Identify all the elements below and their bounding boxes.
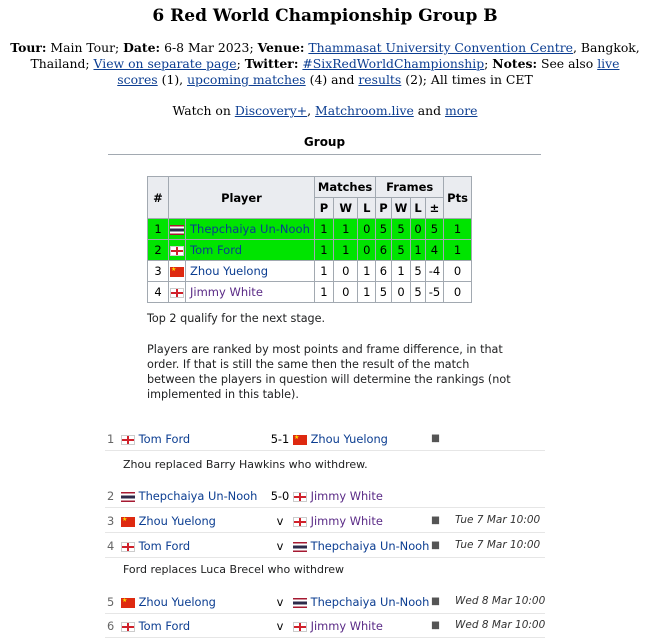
matches-won: 1	[334, 240, 358, 261]
china-flag-icon	[170, 267, 184, 277]
england-flag-icon	[121, 435, 135, 445]
separate-page-link[interactable]: View on separate page	[93, 56, 237, 71]
frames-lost: 1	[411, 240, 425, 261]
header-played: P	[314, 198, 333, 219]
player-cell	[186, 282, 315, 303]
player-cell	[186, 261, 315, 282]
section-heading-group: Group	[108, 135, 541, 155]
discovery-link[interactable]: Discovery+	[234, 103, 308, 118]
player-two	[293, 595, 429, 609]
notes-label: Notes:	[492, 56, 538, 71]
player-cell	[186, 219, 315, 240]
player-two-link[interactable]: Jimmy White	[310, 514, 383, 528]
header-frame-difference: ±	[425, 198, 443, 219]
points: 1	[444, 240, 472, 261]
player-link[interactable]: Jimmy White	[190, 285, 263, 299]
thailand-flag-icon	[170, 225, 184, 235]
rank: 4	[148, 282, 169, 303]
frames-lost: 5	[411, 261, 425, 282]
player-two	[293, 432, 388, 446]
china-flag-icon	[121, 598, 135, 608]
china-flag-icon	[121, 517, 135, 527]
frame-difference: -5	[425, 282, 443, 303]
match-row	[105, 535, 545, 558]
rank: 1	[148, 219, 169, 240]
player-link[interactable]: Zhou Yuelong	[190, 264, 269, 278]
player-one	[121, 539, 190, 553]
player-two-link[interactable]: Thepchaiya Un-Nooh	[310, 539, 430, 553]
frames-won: 5	[391, 240, 411, 261]
match-row	[105, 615, 545, 638]
header-points: Pts	[444, 177, 472, 219]
flag-cell	[169, 219, 186, 240]
player-cell	[186, 240, 315, 261]
ranking-note: Players are ranked by most points and frame difference, in that order. If that is still the same then the result of the match between the players in question will determine the rankings (not implemented in this table).	[147, 343, 511, 401]
player-two	[293, 514, 383, 528]
player-one-link[interactable]: Tom Ford	[138, 539, 191, 553]
match-number: 3	[107, 514, 115, 528]
england-flag-icon	[293, 517, 307, 527]
tour-label: Tour:	[10, 40, 47, 55]
header-frames-won: W	[391, 198, 411, 219]
header-won: W	[334, 198, 358, 219]
thailand-flag-icon	[121, 492, 135, 502]
matches-played: 1	[314, 261, 333, 282]
rank: 3	[148, 261, 169, 282]
header-frames-lost: L	[411, 198, 425, 219]
header-lost: L	[358, 198, 376, 219]
matches-won: 0	[334, 282, 358, 303]
match-result: v	[276, 595, 284, 609]
points: 0	[444, 282, 472, 303]
china-flag-icon	[293, 435, 307, 445]
video-icon[interactable]: ▮▮	[431, 515, 439, 526]
upcoming-matches-link[interactable]: upcoming matches	[187, 72, 306, 87]
venue-label: Venue:	[257, 40, 305, 55]
date-label: Date:	[123, 40, 161, 55]
matches-won: 0	[334, 261, 358, 282]
frames-won: 0	[391, 282, 411, 303]
player-one-link[interactable]: Zhou Yuelong	[138, 595, 216, 609]
player-one-link[interactable]: Tom Ford	[138, 619, 191, 633]
points: 1	[444, 219, 472, 240]
match-result: v	[276, 619, 284, 633]
table-row	[148, 219, 472, 240]
match-result: v	[276, 539, 284, 553]
match-result: v	[276, 514, 284, 528]
match-number: 4	[107, 539, 115, 553]
player-two-link[interactable]: Jimmy White	[310, 489, 383, 503]
twitter-label: Twitter:	[244, 56, 299, 71]
frames-lost: 0	[411, 219, 425, 240]
match-time: Tue 7 Mar 10:00	[455, 514, 541, 526]
more-link[interactable]: more	[445, 103, 478, 118]
notes-text: See also	[540, 56, 594, 71]
match-row	[105, 428, 545, 451]
match-note: Ford replaces Luca Brecel who withdrew	[123, 563, 345, 576]
qualify-note: Top 2 qualify for the next stage.	[147, 312, 326, 325]
frames-played: 5	[376, 219, 391, 240]
match-result: 5-0	[270, 489, 290, 503]
match-row	[105, 485, 545, 508]
twitter-hashtag-link[interactable]: #SixRedWorldChampionship	[302, 56, 485, 71]
england-flag-icon	[121, 542, 135, 552]
comma: ,	[307, 103, 312, 118]
rank: 2	[148, 240, 169, 261]
player-one	[121, 514, 216, 528]
player-one	[121, 619, 190, 633]
player-two-link[interactable]: Zhou Yuelong	[310, 432, 388, 446]
frames-won: 5	[391, 219, 411, 240]
group-standings-table	[147, 176, 472, 303]
england-flag-icon	[170, 246, 184, 256]
match-number: 5	[107, 595, 115, 609]
match-row	[105, 510, 545, 533]
player-link[interactable]: Thepchaiya Un-Nooh	[190, 222, 310, 236]
live-count: (1),	[161, 72, 184, 87]
player-two	[293, 489, 383, 503]
header-frames: Frames	[376, 177, 444, 198]
table-row	[148, 240, 472, 261]
match-time: Tue 7 Mar 10:00	[455, 539, 541, 551]
date-value: 6-8 Mar 2023;	[164, 40, 254, 55]
player-one-link[interactable]: Thepchaiya Un-Nooh	[138, 489, 258, 503]
player-two	[293, 539, 429, 553]
frames-played: 5	[376, 282, 391, 303]
player-one	[121, 489, 257, 503]
video-icon[interactable]: ▮▮	[431, 540, 439, 551]
thailand-flag-icon	[293, 542, 307, 552]
matches-played: 1	[314, 282, 333, 303]
frame-difference: 4	[425, 240, 443, 261]
matches-won: 1	[334, 219, 358, 240]
player-two	[293, 619, 383, 633]
matches-lost: 0	[358, 240, 376, 261]
player-link[interactable]: Tom Ford	[190, 243, 243, 257]
header-rank: #	[148, 177, 169, 219]
frames-played: 6	[376, 261, 391, 282]
player-one	[121, 595, 216, 609]
separator: ;	[484, 56, 489, 71]
page-title: 6 Red World Championship Group B	[152, 6, 498, 26]
flag-cell	[169, 282, 186, 303]
player-one	[121, 432, 190, 446]
frame-difference: -4	[425, 261, 443, 282]
england-flag-icon	[170, 288, 184, 298]
match-time: Wed 8 Mar 10:00	[455, 595, 546, 607]
event-info	[10, 40, 640, 88]
frames-won: 1	[391, 261, 411, 282]
header-player: Player	[169, 177, 315, 219]
thailand-flag-icon	[293, 598, 307, 608]
match-result: 5-1	[270, 432, 290, 446]
tour-value: Main Tour;	[50, 40, 120, 55]
matches-played: 1	[314, 219, 333, 240]
frames-lost: 5	[411, 282, 425, 303]
separator: ;	[236, 56, 241, 71]
matchroom-link[interactable]: Matchroom.live	[315, 103, 414, 118]
video-icon[interactable]: ▮▮	[431, 596, 439, 607]
frame-difference: 5	[425, 219, 443, 240]
video-icon[interactable]: ▮▮	[431, 620, 439, 631]
player-one-link[interactable]: Zhou Yuelong	[138, 514, 216, 528]
frames-played: 6	[376, 240, 391, 261]
table-row	[148, 282, 472, 303]
results-link[interactable]: results	[358, 72, 402, 87]
player-two-link[interactable]: Jimmy White	[310, 619, 383, 633]
header-frames-played: P	[376, 198, 391, 219]
venue-link[interactable]: Thammasat University Convention Centre	[308, 40, 574, 55]
points: 0	[444, 261, 472, 282]
match-time: Wed 8 Mar 10:00	[455, 619, 546, 631]
flag-cell	[169, 261, 186, 282]
results-count: (2); All times in CET	[405, 72, 533, 87]
match-number: 1	[107, 432, 115, 446]
matches-lost: 1	[358, 282, 376, 303]
matches-played: 1	[314, 240, 333, 261]
flag-cell	[169, 240, 186, 261]
match-note: Zhou replaced Barry Hawkins who withdrew.	[123, 458, 368, 471]
upcoming-count: (4) and	[309, 72, 355, 87]
header-matches: Matches	[314, 177, 375, 198]
watch-and: and	[417, 103, 442, 118]
england-flag-icon	[121, 622, 135, 632]
match-number: 6	[107, 619, 115, 633]
match-row	[105, 591, 545, 614]
player-two-link[interactable]: Thepchaiya Un-Nooh	[310, 595, 430, 609]
matches-lost: 0	[358, 219, 376, 240]
venue-location: , Bangkok, Thailand;	[30, 40, 640, 71]
watch-prefix: Watch on	[172, 103, 231, 118]
table-row	[148, 261, 472, 282]
video-icon[interactable]: ▮▮	[431, 433, 439, 444]
watch-on	[0, 103, 650, 118]
live-scores-link[interactable]: live scores	[117, 56, 620, 87]
england-flag-icon	[293, 622, 307, 632]
matches-lost: 1	[358, 261, 376, 282]
match-number: 2	[107, 489, 115, 503]
england-flag-icon	[293, 492, 307, 502]
player-one-link[interactable]: Tom Ford	[138, 432, 191, 446]
